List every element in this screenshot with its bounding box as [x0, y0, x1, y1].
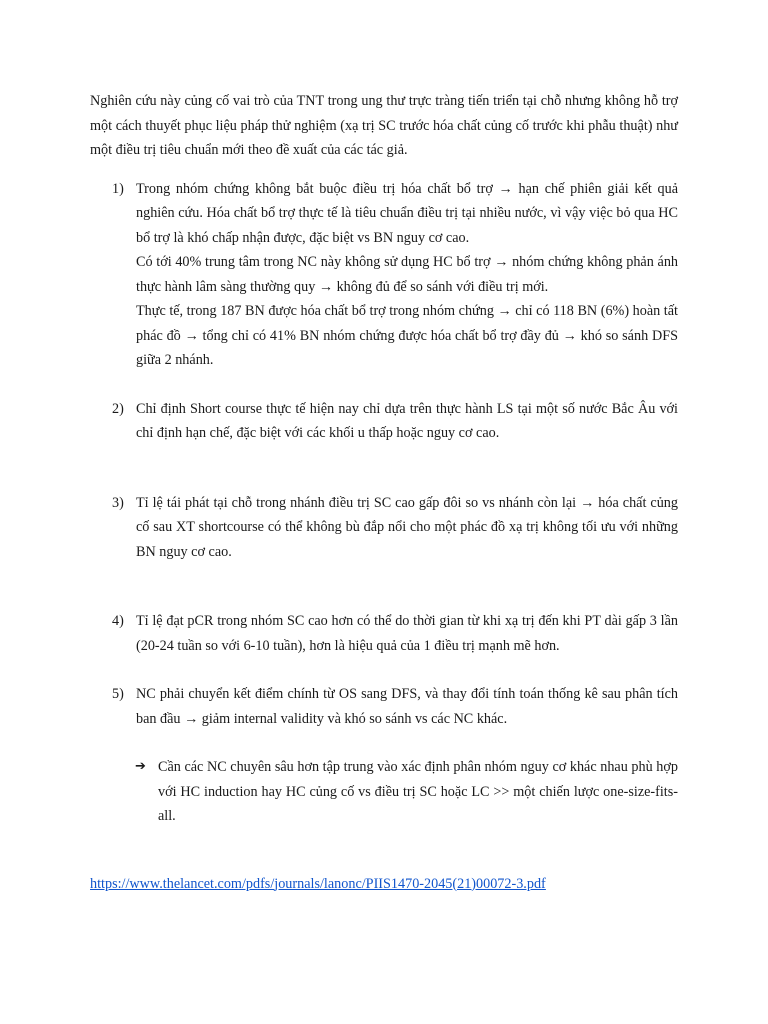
- arrow-bullet-icon: ➔: [135, 759, 146, 774]
- item-5-paragraph: NC phải chuyển kết điểm chính từ OS sang DFS, và thay đổi tính toán thống kê sau phân tích ban đầu → giảm internal validity và khó so sánh vs các NC khác.: [136, 686, 678, 727]
- list-number: 1): [112, 180, 124, 197]
- item-1-paragraph-2: Có tới 40% trung tâm trong NC này không sử dụng HC bổ trợ → nhóm chứng không phản ánh thực hành lâm sàng thường quy → không đủ để so sánh với điều trị mới.: [136, 254, 678, 295]
- item-1-paragraph-3: Thực tế, trong 187 BN được hóa chất bổ trợ trong nhóm chứng → chỉ có 118 BN (6%) hoàn tất phác đồ → tổng chỉ có 41% BN nhóm chứng được hóa chất bổ trợ đầy đủ → khó so sánh DFS giữa 2 nhánh.: [136, 303, 678, 368]
- conclusion-item: [90, 755, 678, 829]
- list-item-2: [90, 397, 678, 446]
- list-number: 2): [112, 400, 124, 417]
- list-item-4: [90, 609, 678, 658]
- item-3-paragraph: Tỉ lệ tái phát tại chỗ trong nhánh điều trị SC cao gấp đôi so vs nhánh còn lại → hóa chất củng cố sau XT shortcourse có thể không bù đắp nổi cho một phác đồ xạ trị không tối ưu với những BN nguy cơ cao.: [136, 494, 678, 560]
- source-link[interactable]: [90, 872, 678, 897]
- list-number: 4): [112, 613, 124, 629]
- intro-paragraph: Nghiên cứu này củng cố vai trò của TNT trong ung thư trực tràng tiến triển tại chỗ nhưng không hỗ trợ một cách thuyết phục liệu pháp thử nghiệm (xạ trị SC trước hóa chất củng cố trước khi phẫu thuật) như một điều trị tiêu chuẩn mới theo đề xuất của các tác giả.: [90, 93, 678, 158]
- conclusion-paragraph: Cần các NC chuyên sâu hơn tập trung vào xác định phân nhóm nguy cơ khác nhau phù hợp với HC induction hay HC củng cố vs điều trị SC hoặc LC >> một chiến lược one-size-fits-all.: [158, 759, 678, 824]
- list-number: 3): [112, 494, 124, 511]
- list-item-3: [90, 491, 678, 565]
- list-item-1: [90, 177, 678, 373]
- document-page: [90, 89, 678, 896]
- item-1-paragraph-1: Trong nhóm chứng không bắt buộc điều trị hóa chất bổ trợ → hạn chế phiên giải kết quả nghiên cứu. Hóa chất bổ trợ thực tế là tiêu chuẩn điều trị tại nhiều nước, vì vậy việc bỏ qua HC bổ trợ là khó chấp nhận được, đặc biệt vs BN nguy cơ cao.: [136, 180, 678, 246]
- item-2-paragraph: Chỉ định Short course thực tế hiện nay chỉ dựa trên thực hành LS tại một số nước Bắc Âu với chỉ định hạn chế, đặc biệt với các khối u thấp hoặc nguy cơ cao.: [136, 400, 678, 441]
- list-number: 5): [112, 686, 124, 702]
- item-4-paragraph: Tỉ lệ đạt pCR trong nhóm SC cao hơn có thể do thời gian từ khi xạ trị đến khi PT dài gấp 3 lần (20-24 tuần so với 6-10 tuần), hơn là hiệu quả của 1 điều trị mạnh mẽ hơn.: [136, 613, 678, 654]
- source-link-anchor[interactable]: https://www.thelancet.com/pdfs/journals/lanonc/PIIS1470-2045(21)00072-3.pdf: [90, 875, 546, 892]
- list-item-5: [90, 682, 678, 731]
